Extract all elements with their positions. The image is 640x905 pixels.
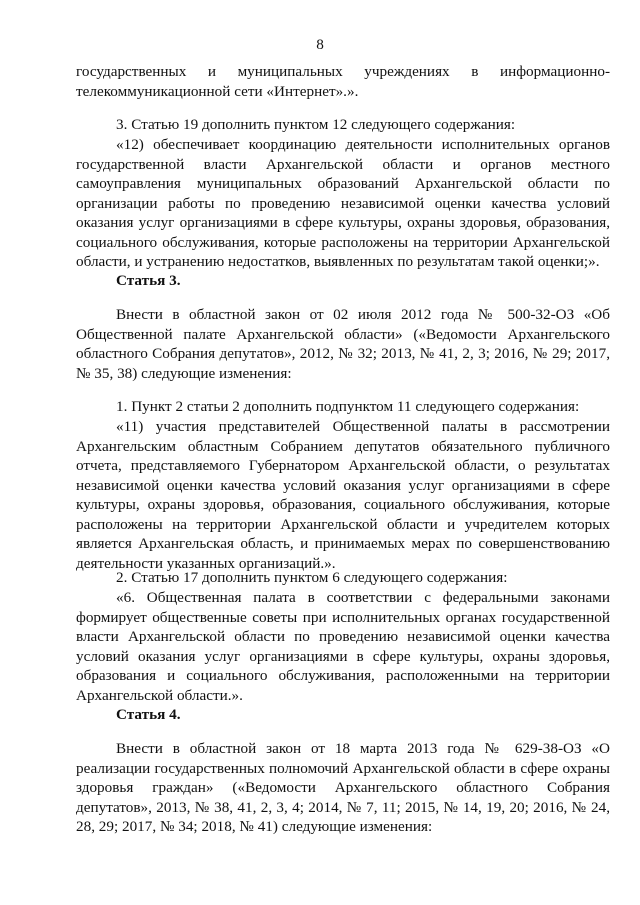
paragraph-item-12: «12) обеспечивает координацию деятельности исполнительных органов государственной власти Архангельской области и органов местного самоуправления муниципальных образований Архангельской области по организации работы по проведению независимой оценки качества условий оказания услуг организациями в сфере культуры, охраны здоровья, образования, социального обслуживания, которые расположены на территории Архангельской области, и устранению недостатков, выявленных по результатам такой оценки;». [76,136,610,270]
paragraph-article4-intro: Внести в областной закон от 18 марта 2013 года № 629-38-ОЗ «О реализации государственных полномочий Архангельской области в сфере охраны здоровья граждан» («Ведомости Архангельского областного Собрания депутатов», 2013, № 38, 41, 2, 3, 4; 2014, № 7, 11; 2015, № 14, 19, 20; 2016, № 24, 28, 29; 2017, № 34; 2018, № 41) следующие изменения: [76,740,610,835]
paragraph-point-2: 2. Статью 17 дополнить пунктом 6 следующего содержания: [116,569,508,586]
paragraph-item-6: «6. Общественная палата в соответствии с федеральными законами формирует общественные советы при исполнительных органах государственной власти Архангельской области по проведению независимой оценки качества условий оказания услуг организациями в сфере культуры, охраны здоровья, образования и социального обслуживания, расположенными на территории Архангельской области.». [76,589,610,704]
paragraph-point-1: 1. Пункт 2 статьи 2 дополнить подпунктом 11 следующего содержания: [116,398,580,415]
paragraph-article19-amendment: 3. Статью 19 дополнить пунктом 12 следующего содержания: [116,116,516,133]
paragraph-article3-intro: Внести в областной закон от 02 июля 2012 года № 500-32-ОЗ «Об Общественной палате Архангельской области» («Ведомости Архангельского областного Собрания депутатов», 2012, № 32; 2013, № 41, 2, 3; 2016, № 29; 2017, № 35, 38) следующие изменения: [76,306,610,382]
paragraph-continuation: государственных и муниципальных учреждениях в информационно-телекоммуникационной сети «Интернет».». [76,63,610,100]
heading-article-3: Статья 3. [116,272,181,289]
heading-article-4: Статья 4. [116,706,181,723]
page-number: 8 [316,36,324,53]
paragraph-subitem-11: «11) участия представителей Общественной палаты в рассмотрении Архангельским областным Собранием депутатов обязательного публичного отчета, представляемого Губернатором Архангельской области, о результатах независимой оценки качества условий оказания услуг организациями в сфере культуры, охраны здоровья, образования, социального обслуживания, которые расположены на территории Архангельской области и учредителем которых является Архангельская область, и принимаемых мерах по совершенствованию деятельности указанных организаций.». [76,418,610,572]
